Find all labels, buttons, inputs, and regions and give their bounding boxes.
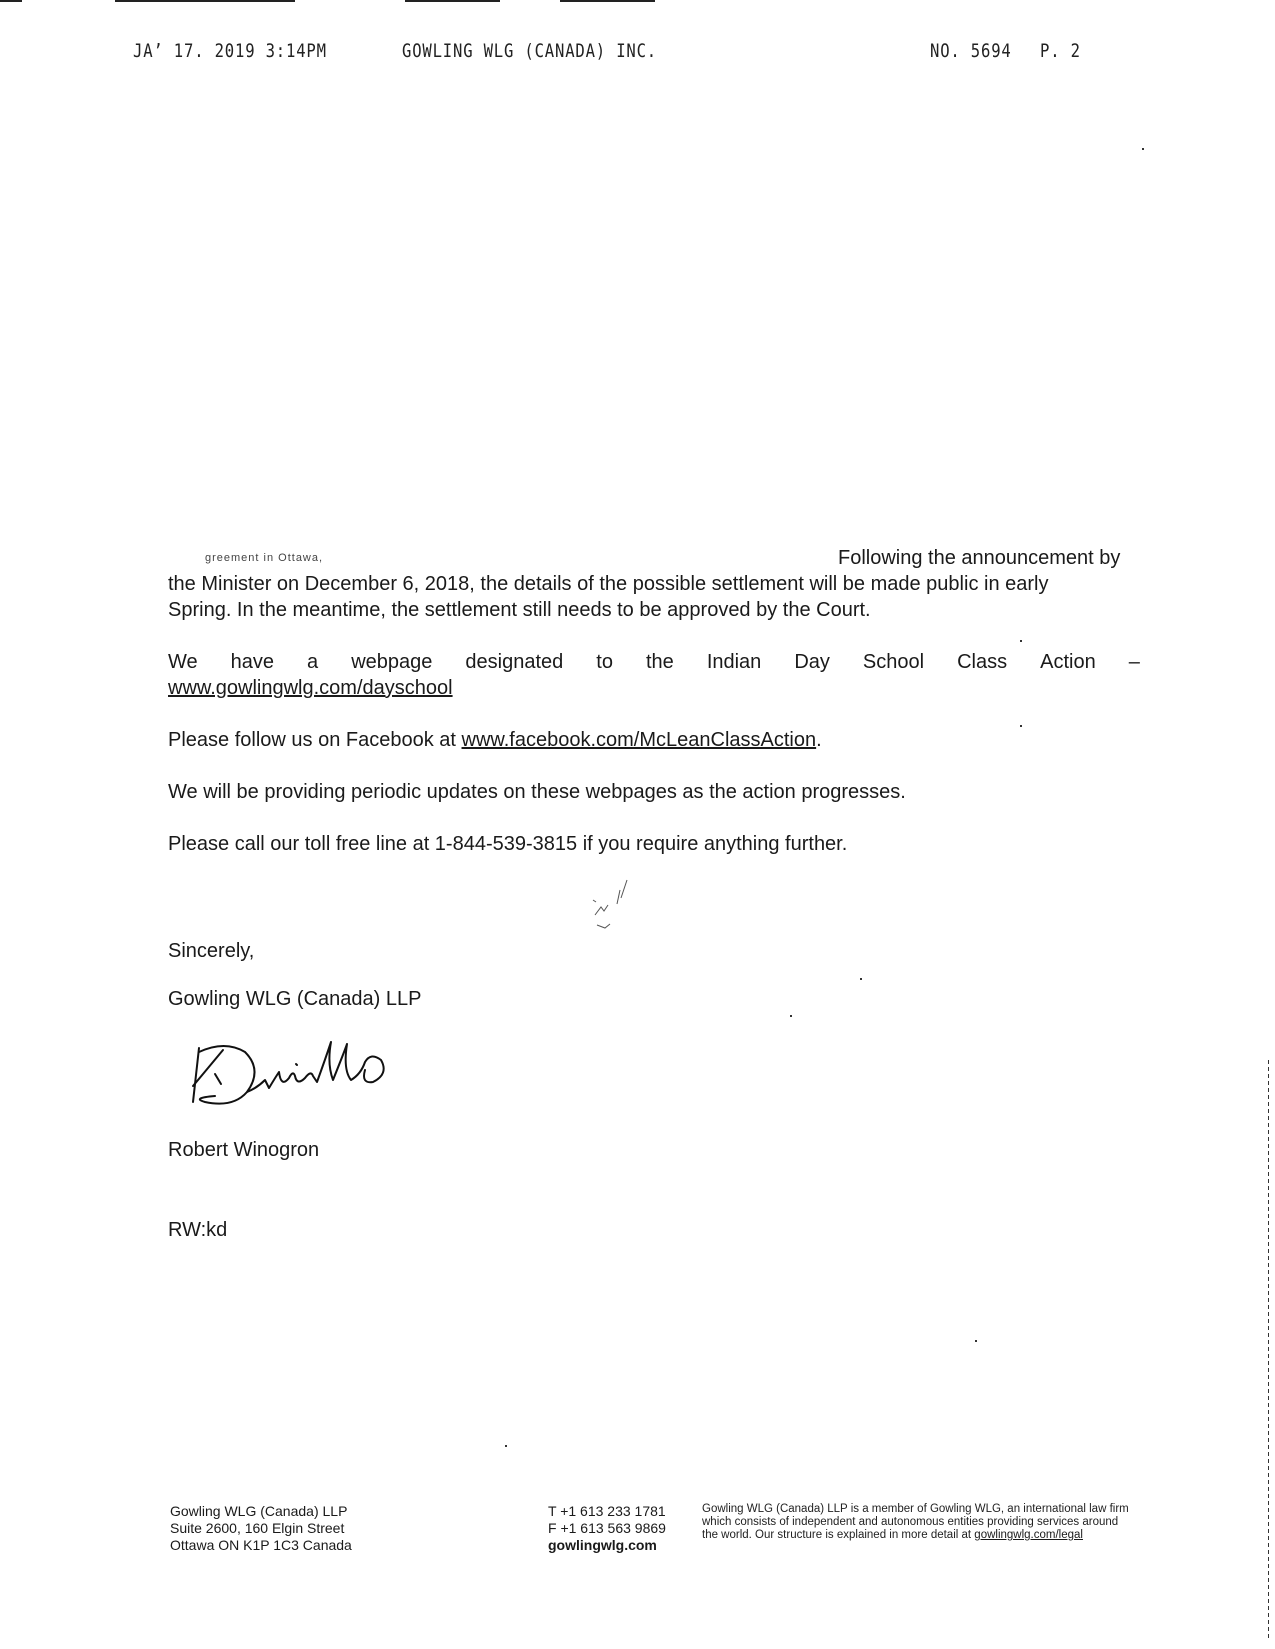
word: Indian (706, 651, 762, 673)
word: the (645, 651, 674, 673)
scan-artifact-rule (0, 0, 22, 2)
scan-speck (975, 1340, 977, 1342)
fax-number: NO. 5694 (930, 40, 1012, 62)
word: Class (957, 651, 1008, 673)
footer-disclaimer (702, 1503, 1129, 1542)
scan-speck (790, 1015, 792, 1017)
paragraph-2-line-1 (168, 649, 1140, 675)
word: Day (794, 651, 830, 673)
footer-contact (548, 1503, 666, 1554)
word: have (230, 651, 275, 673)
scan-speck (1020, 640, 1022, 642)
paragraph-toll-free: Please call our toll free line at 1-844-539-3815 if you require anything further. (168, 833, 848, 855)
dayschool-webpage-link[interactable]: www.gowlingwlg.com/dayschool (168, 677, 453, 699)
disclaimer-line: which consists of independent and autonomous entities providing services around (702, 1516, 1119, 1528)
scan-speck (860, 978, 862, 980)
word: a (307, 651, 319, 673)
fax-page-number: P. 2 (1040, 40, 1081, 62)
scan-artifact-edge (1268, 1060, 1269, 1640)
footer-address (170, 1503, 352, 1554)
word: School (862, 651, 925, 673)
disclaimer-line: the world. Our structure is explained in more detail at gowlingwlg.com/legal (702, 1529, 1083, 1541)
scan-speck (1020, 725, 1022, 727)
paragraph-facebook (168, 727, 822, 753)
footer-website[interactable]: gowlingwlg.com (548, 1537, 657, 1553)
scan-speck (1142, 148, 1144, 150)
scan-artifact-rule (405, 0, 500, 2)
signatory-name: Robert Winogron (168, 1139, 320, 1161)
truncated-fragment: greement in Ottawa, (205, 552, 324, 564)
disclaimer-line: Gowling WLG (Canada) LLP is a member of Gowling WLG, an international law firm (702, 1503, 1129, 1515)
paragraph-1-line-2: the Minister on December 6, 2018, the details of the possible settlement will be made public in early (168, 573, 1049, 595)
fax-datetime: JA’ 17. 2019 3:14PM (133, 40, 327, 62)
footer-phone: T +1 613 233 1781 (548, 1503, 666, 1519)
reference-initials: RW:kd (168, 1219, 228, 1241)
word: designated (465, 651, 564, 673)
footer-fax: F +1 613 563 9869 (548, 1520, 666, 1536)
scan-speck (505, 1445, 507, 1447)
paragraph-updates: We will be providing periodic updates on these webpages as the action progresses. (168, 781, 906, 803)
facebook-suffix: . (816, 729, 822, 751)
closing-salutation: Sincerely, (168, 940, 255, 962)
legal-structure-link[interactable]: gowlingwlg.com/legal (974, 1529, 1083, 1541)
paragraph-1-line-1: Following the announcement by (838, 547, 1121, 569)
word: – (1128, 651, 1140, 673)
facebook-prefix: Please follow us on Facebook at (168, 729, 462, 751)
footer-address-line: Suite 2600, 160 Elgin Street (170, 1520, 345, 1536)
facebook-link[interactable]: www.facebook.com/McLeanClassAction (461, 729, 817, 751)
scan-artifact-rule (115, 0, 295, 2)
firm-name: Gowling WLG (Canada) LLP (168, 988, 422, 1010)
word: webpage (351, 651, 433, 673)
scan-artifact-rule (560, 0, 655, 2)
handwritten-signature (185, 1030, 415, 1120)
word: to (596, 651, 613, 673)
footer-address-line: Gowling WLG (Canada) LLP (170, 1503, 348, 1519)
fax-sender: GOWLING WLG (CANADA) INC. (402, 40, 658, 62)
scan-smudge (575, 870, 655, 940)
word: We (168, 651, 198, 673)
word: Action (1040, 651, 1096, 673)
paragraph-1-line-3: Spring. In the meantime, the settlement still needs to be approved by the Court. (168, 599, 871, 621)
footer-address-line: Ottawa ON K1P 1C3 Canada (170, 1537, 352, 1553)
